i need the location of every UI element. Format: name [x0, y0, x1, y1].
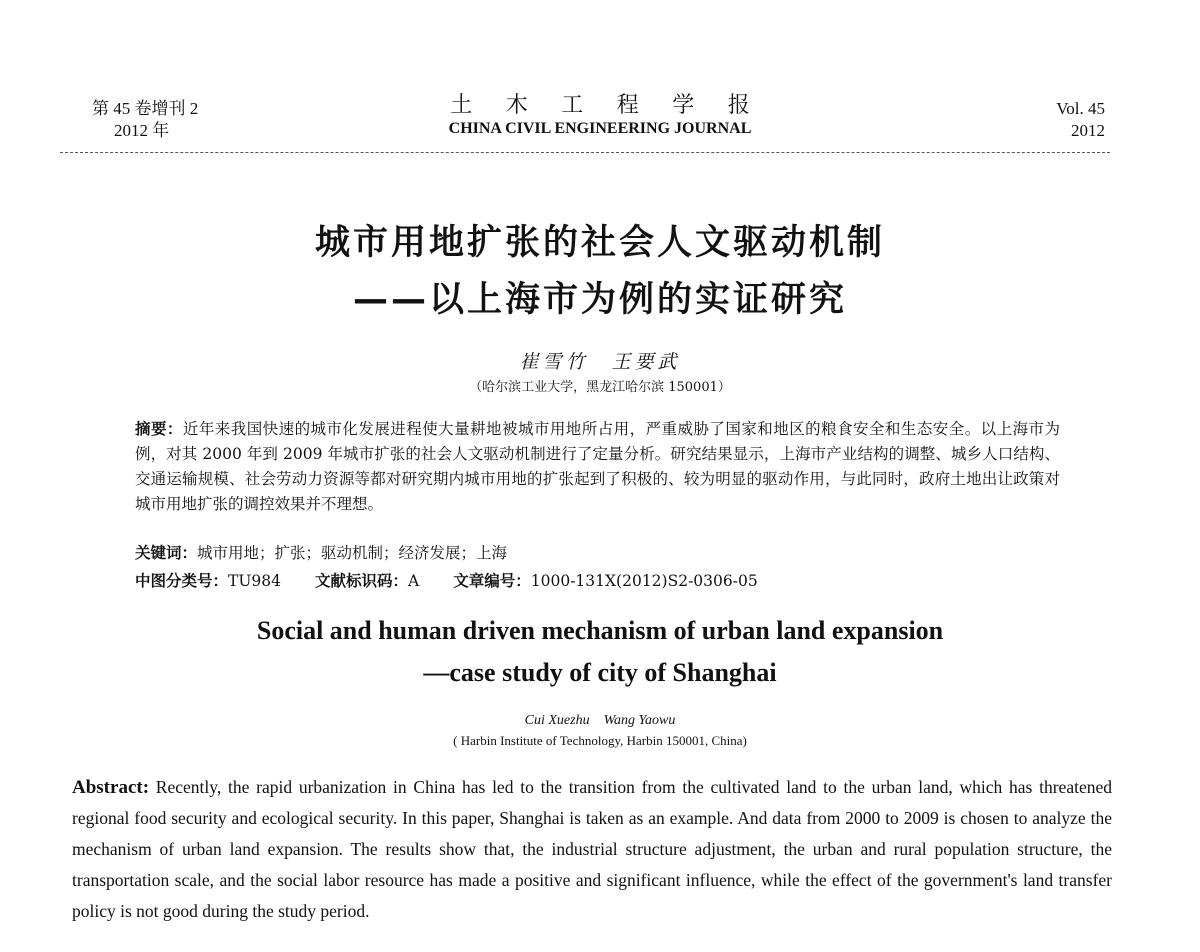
clc-value: TU984: [228, 572, 282, 590]
keywords-cn-label: 关键词：: [135, 544, 198, 562]
title-cn-subtitle: ——以上海市为例的实证研究: [352, 280, 847, 320]
header-volume-issue: 第 45 卷增刊 2: [92, 99, 199, 118]
abstract-cn-label: 摘要：: [135, 420, 183, 438]
keywords-cn-text: 城市用地；扩张；驱动机制；经济发展；上海: [197, 544, 508, 562]
abstract-en-text: Recently, the rapid urbanization in China has led to the transition from the cultivated land to the urban land, which has threatened regional food security and ecological security. In this paper, Shanghai is taken as an example. And data from 2000 to 2009 is chosen to analyze the mechanism of urban land expansion. The results show that, the industrial structure adjustment, the urban and rural population structure, the transportation scale, and the social labor resource has made a positive and significant influence, while the effect of the government's land transfer policy is not good during the study period.: [72, 777, 1112, 921]
clc-label: 中图分类号：: [135, 572, 229, 590]
keywords-cn: [135, 541, 1060, 566]
header-divider: [60, 152, 1110, 153]
journal-name-en: CHINA CIVIL ENGINEERING JOURNAL: [448, 120, 752, 137]
abstract-cn: [135, 417, 1060, 517]
title-cn-main: 城市用地扩张的社会人文驱动机制: [314, 223, 885, 263]
article-no-value: 1000-131X(2012)S2-0306-05: [530, 572, 758, 590]
journal-name-cn: 土 木 工 程 学 报: [450, 92, 764, 117]
abstract-cn-text: 近年来我国快速的城市化发展进程使大量耕地被城市用地所占用，严重威胁了国家和地区的粮食安全和生态安全。以上海市为例，对其 2000 年到 2009 年城市扩张的社会人文驱动机制进行了定量分析。研究结果显示，上海市产业结构的调整、城乡人口结构、交通运输规模、社会劳动力资源等都对研究期内城市用地的扩张起到了积极的、较为明显的驱动作用，与此同时，政府土地出让政策对城市用地扩张的调控效果并不理想。: [135, 420, 1060, 513]
authors-cn: 崔雪竹 王要武: [519, 351, 681, 373]
doc-code-value: A: [408, 572, 420, 590]
header-year-en: 2012: [1071, 121, 1105, 140]
doc-code-label: 文献标识码：: [315, 572, 409, 590]
article-no-label: 文章编号：: [453, 572, 531, 590]
header-year-cn: 2012 年: [114, 121, 170, 140]
header-vol-en: [1056, 98, 1105, 142]
abstract-en: [72, 772, 1112, 927]
title-en-main: Social and human driven mechanism of urban land expansion: [256, 616, 944, 645]
header-volume-en: Vol. 45: [1056, 99, 1105, 118]
authors-en: Cui Xuezhu Wang Yaowu: [524, 713, 676, 728]
title-en-subtitle: —case study of city of Shanghai: [423, 658, 777, 687]
journal-name: [0, 94, 1200, 140]
affiliation-cn: （哈尔滨工业大学，黑龙江哈尔滨 150001）: [469, 380, 731, 395]
abstract-en-label: Abstract:: [72, 777, 150, 798]
affiliation-en: ( Harbin Institute of Technology, Harbin 150001, China): [453, 733, 747, 748]
classification-line: [135, 569, 1060, 594]
